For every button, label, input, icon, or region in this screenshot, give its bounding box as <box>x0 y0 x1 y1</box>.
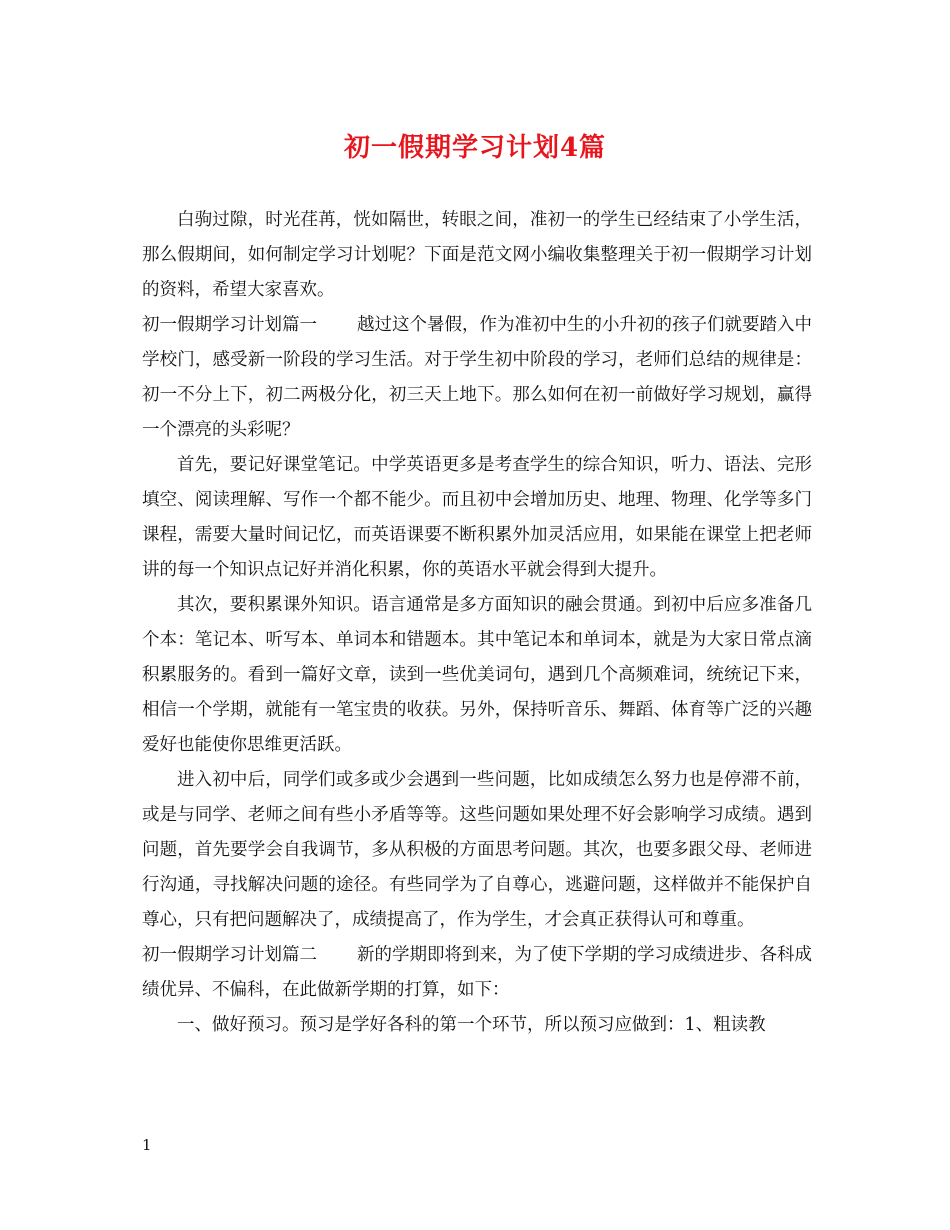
intro-paragraph: 白驹过隙，时光荏苒，恍如隔世，转眼之间，准初一的学生已经结束了小学生活，那么假期间，如何制定学习计划呢？下面是范文网小编收集整理关于初一假期学习计划的资料，希望大家喜欢。 <box>142 210 812 300</box>
extracurricular-paragraph: 其次，要积累课外知识。语言通常是多方面知识的融会贯通。到初中后应多准备几个本：笔记本、听写本、单词本和错题本。其中笔记本和单词本，就是为大家日常点滴积累服务的。看到一篇好文章，读到一些优美词句，遇到几个高频难词，统统记下来，相信一个学期，就能有一笔宝贵的收获。另外，保持听音乐、舞蹈、体育等广泛的兴趣爱好也能使你思维更活跃。 <box>142 595 812 755</box>
part-two-paragraph <box>142 938 812 1008</box>
problem-solving-paragraph: 进入初中后，同学们或多或少会遇到一些问题，比如成绩怎么努力也是停滞不前，或是与同学、老师之间有些小矛盾等等。这些问题如果处理不好会影响学习成绩。遇到问题，首先要学会自我调节，多从积极的方面思考问题。其次，也要多跟父母、老师进行沟通，寻找解决问题的途径。有些同学为了自尊心，逃避问题，这样做并不能保护自尊心，只有把问题解决了，成绩提高了，作为学生，才会真正获得认可和尊重。 <box>142 770 812 930</box>
page-number: 1 <box>142 1136 152 1154</box>
part-two-heading: 初一假期学习计划篇二 <box>142 945 317 965</box>
part-two-text: 新的学期即将到来，为了使下学期的学习成绩进步、各科成绩优异、不偏科，在此做新学期的打算，如下： <box>142 945 812 1000</box>
part-one-text: 越过这个暑假，作为准初中生的小升初的孩子们就要踏入中学校门，感受新一阶段的学习生活。对于学生初中阶段的学习，老师们总结的规律是：初一不分上下，初二两极分化，初三天上地下。那么如何在初一前做好学习规划，赢得一个漂亮的头彩呢？ <box>142 315 812 440</box>
document-body <box>142 203 812 1043</box>
part-one-paragraph <box>142 308 812 448</box>
document-title: 初一假期学习计划4篇 <box>343 133 607 163</box>
note-taking-paragraph: 首先，要记好课堂笔记。中学英语更多是考查学生的综合知识，听力、语法、完形填空、阅读理解、写作一个都不能少。而且初中会增加历史、地理、物理、化学等多门课程，需要大量时间记忆，而英语课要不断积累外加灵活应用，如果能在课堂上把老师讲的每一个知识点记好并消化积累，你的英语水平就会得到大提升。 <box>142 455 812 580</box>
part-one-heading: 初一假期学习计划篇一 <box>142 315 317 335</box>
preview-paragraph: 一、做好预习。预习是学好各科的第一个环节，所以预习应做到：1、粗读教 <box>177 1015 766 1035</box>
